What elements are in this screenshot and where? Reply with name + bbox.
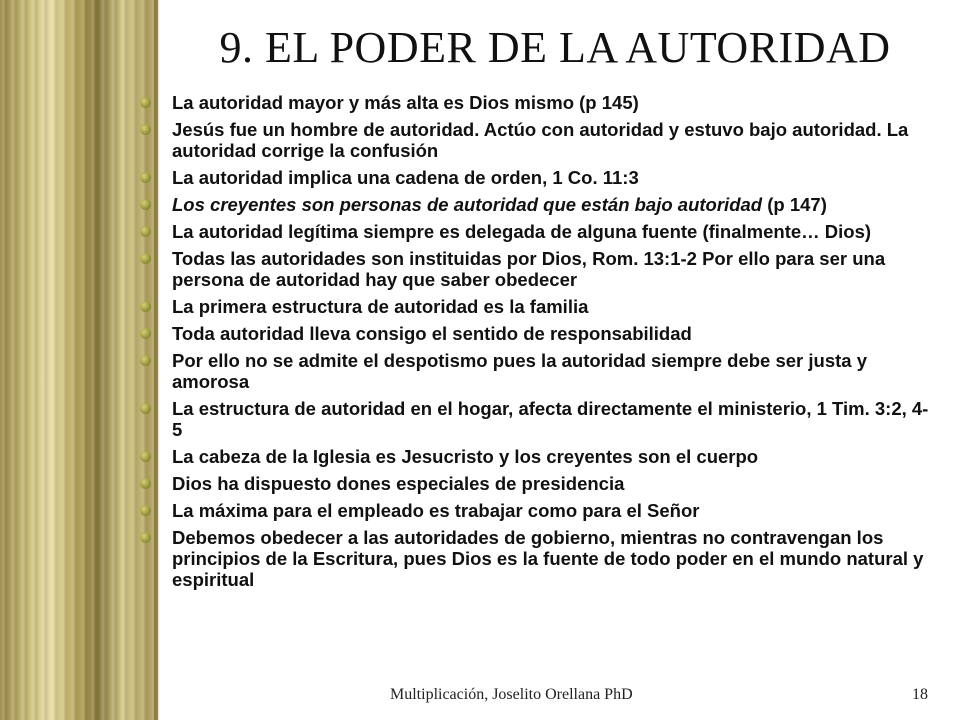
bullet-dot-icon bbox=[140, 328, 151, 339]
bullet-dot-icon bbox=[140, 451, 151, 462]
bullet-item bbox=[138, 527, 938, 590]
bullet-dot-icon bbox=[140, 478, 151, 489]
bullet-item bbox=[138, 296, 938, 317]
bullet-item bbox=[138, 119, 938, 161]
slide-footer bbox=[0, 686, 960, 710]
decorative-left-band bbox=[0, 0, 158, 720]
bullet-text: Toda autoridad lleva consigo el sentido de responsabilidad bbox=[172, 323, 692, 344]
bullet-item bbox=[138, 350, 938, 392]
bullet-item bbox=[138, 500, 938, 521]
bullet-text: La máxima para el empleado es trabajar como para el Señor bbox=[172, 500, 700, 521]
bullet-item bbox=[138, 194, 938, 215]
bullet-dot-icon bbox=[140, 172, 151, 183]
bullet-text-italic: Los creyentes son personas de autoridad que están bajo autoridad bbox=[172, 194, 763, 215]
bullet-text: La cabeza de la Iglesia es Jesucristo y los creyentes son el cuerpo bbox=[172, 446, 759, 467]
bullet-text: Jesús fue un hombre de autoridad. Actúo con autoridad y estuvo bajo autoridad. La autoridad corrige la confusión bbox=[172, 119, 909, 161]
bullet-dot-icon bbox=[140, 505, 151, 516]
bullet-text: La primera estructura de autoridad es la familia bbox=[172, 296, 589, 317]
bullet-text: (p 147) bbox=[762, 194, 827, 215]
bullet-text: La autoridad mayor y más alta es Dios mismo (p 145) bbox=[172, 92, 639, 113]
bullet-dot-icon bbox=[140, 97, 151, 108]
bullet-dot-icon bbox=[140, 403, 151, 414]
bullet-text: La autoridad implica una cadena de orden, 1 Co. 11:3 bbox=[172, 167, 639, 188]
bullet-text: Dios ha dispuesto dones especiales de presidencia bbox=[172, 473, 625, 494]
slide-title: 9. EL PODER DE LA AUTORIDAD bbox=[219, 23, 891, 72]
bullet-item bbox=[138, 221, 938, 242]
bullet-text: Por ello no se admite el despotismo pues la autoridad siempre debe ser justa y amorosa bbox=[172, 350, 867, 392]
bullet-item bbox=[138, 446, 938, 467]
bullet-list bbox=[138, 92, 938, 596]
footer-author: Multiplicación, Joselito Orellana PhD bbox=[390, 686, 633, 703]
bullet-item bbox=[138, 92, 938, 113]
page-number: 18 bbox=[912, 686, 928, 703]
bullet-dot-icon bbox=[140, 253, 151, 264]
bullet-text: La autoridad legítima siempre es delegada de alguna fuente (finalmente… Dios) bbox=[172, 221, 872, 242]
bullet-dot-icon bbox=[140, 301, 151, 312]
bullet-text: La estructura de autoridad en el hogar, afecta directamente el ministerio, 1 Tim. 3:2, 4-5 bbox=[172, 398, 929, 440]
bullet-text: Debemos obedecer a las autoridades de gobierno, mientras no contravengan los principios de la Escritura, pues Dios es la fuente de todo poder en el mundo natural y espiritual bbox=[172, 527, 924, 590]
bullet-item bbox=[138, 248, 938, 290]
bullet-dot-icon bbox=[140, 532, 151, 543]
bullet-item bbox=[138, 398, 938, 440]
bullet-dot-icon bbox=[140, 226, 151, 237]
bullet-item bbox=[138, 323, 938, 344]
bullet-dot-icon bbox=[140, 199, 151, 210]
bullet-dot-icon bbox=[140, 355, 151, 366]
bullet-dot-icon bbox=[140, 124, 151, 135]
bullet-item bbox=[138, 167, 938, 188]
bullet-item bbox=[138, 473, 938, 494]
bullet-text: Todas las autoridades son instituidas por Dios, Rom. 13:1-2 Por ello para ser una persona de autoridad hay que saber obedecer bbox=[172, 248, 886, 290]
